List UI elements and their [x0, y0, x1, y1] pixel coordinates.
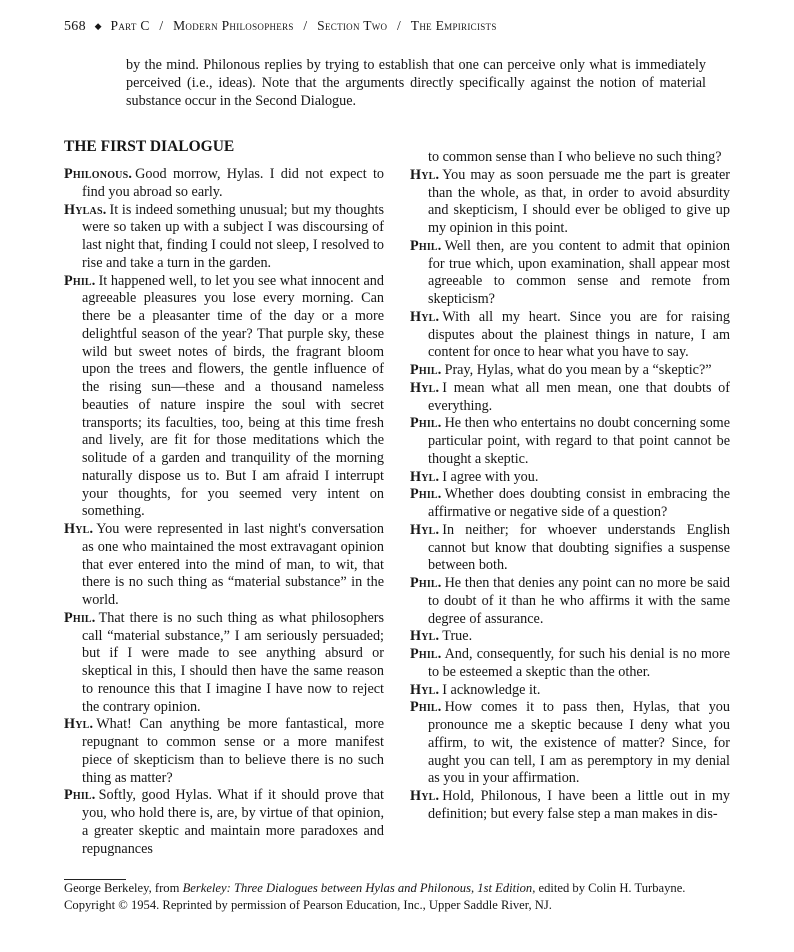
speech	[64, 716, 384, 787]
speaker-label: Philonous.	[64, 166, 133, 182]
book-title: Berkeley: Three Dialogues between Hylas and Philonous, 1st Edition	[182, 881, 533, 895]
speaker-label: Hyl.	[64, 521, 94, 537]
speech-text: Good morrow, Hylas. I did not expect to find you abroad so early.	[82, 166, 384, 200]
speech-text: And, consequently, for such his denial is no more to be esteemed a skeptic than the other.	[428, 646, 730, 680]
speech-text: It is indeed something unusual; but my thoughts were so taken up with a subject I was discoursing of last night that, finding I could not sleep, I resolved to rise and take a turn in the garden.	[82, 201, 384, 271]
speaker-label: Phil.	[64, 272, 96, 289]
speech-text: With all my heart. Since you are for raising disputes about the plainest things in nature, I am content for once to hear what you have to say.	[428, 308, 730, 361]
speech	[410, 415, 730, 468]
speaker-label: Hyl.	[410, 468, 440, 485]
speaker-label: Phil.	[410, 575, 442, 591]
speaker-label: Phil.	[410, 486, 442, 503]
speaker-label: Hyl.	[410, 308, 440, 325]
speaker-label: Phil.	[410, 646, 442, 662]
speech-text: What! Can anything be more fantastical, more repugnant to common sense or a more manifest piece of skepticism than to believe there is no such thing as matter?	[82, 716, 384, 786]
speaker-label: Phil.	[410, 415, 442, 432]
speaker-label: Hyl.	[410, 681, 440, 698]
speaker-label: Hyl.	[410, 788, 440, 804]
speech-text: You may as soon persuade me the part is greater than the whole, as that, in order to avoid absurdity and skepticism, I should ever be obliged to give up my opinion in this point.	[428, 166, 730, 236]
page-number: 568	[64, 19, 86, 34]
speech	[410, 486, 730, 522]
diamond-icon: ◆	[94, 21, 102, 31]
speech-text: Pray, Hylas, what do you mean by a “skeptic?”	[444, 362, 712, 378]
speech	[64, 521, 384, 610]
speaker-label: Hyl.	[410, 379, 440, 396]
running-header	[64, 18, 754, 35]
speaker-label: Phil.	[64, 609, 96, 626]
speech	[64, 610, 384, 717]
right-speech-list	[410, 167, 730, 824]
speech	[64, 273, 384, 522]
intro-paragraph: by the mind. Philonous replies by trying to establish that one can perceive only what is immediately perceived (i.e., ideas). Note that the arguments directly specifically against the notion of material substance occur in the Second Dialogue.	[126, 57, 706, 109]
continued-speech: to common sense than I who believe no such thing?	[428, 149, 722, 165]
speaker-label: Phil.	[410, 237, 442, 254]
speech-text: Hold, Philonous, I have been a little out in my definition; but every false step a man makes in dis-	[428, 788, 730, 822]
header-section-a: Modern Philosophers	[173, 18, 294, 33]
speech-text: I agree with you.	[442, 468, 539, 485]
speaker-label: Hyl.	[410, 166, 440, 183]
speech	[410, 699, 730, 788]
speech-text: I mean what all men mean, one that doubts of everything.	[428, 379, 730, 414]
speech	[410, 469, 730, 487]
header-separator: /	[303, 18, 308, 33]
speech	[410, 167, 730, 238]
speaker-label: Hyl.	[410, 521, 440, 538]
header-separator: /	[159, 18, 164, 33]
speech	[410, 309, 730, 362]
speech-text: Whether does doubting consist in embracing the affirmative or negative side of a question?	[428, 486, 730, 520]
speaker-label: Hylas.	[64, 201, 107, 218]
speaker-label: Hyl.	[410, 628, 440, 645]
speech	[64, 202, 384, 273]
speech	[410, 646, 730, 682]
speaker-label: Phil.	[410, 699, 442, 716]
speech-text: That there is no such thing as what philosophers call “material substance,” I am seriously persuaded; but if I were made to see anything absurd or skeptical in this, I should then have the same reason to renounce this that I imagine I have now to reject the contrary opinion.	[82, 609, 384, 715]
speech-text: It happened well, to let you see what innocent and agreeable pleasures you lose every morning. Can there be a pleasanter time of the day or a more delightful season of the year? That purple sky, these wild but sweet notes of birds, the fragrant bloom upon the trees and flowers, the gentle influence of the rising sun—these and a thousand nameless beauties of nature inspire the soul with secret transports; its faculties, too, being at this time fresh and lively, are fit for those meditations which the solitude of a garden and tranquility of the morning naturally dispose us to. But I am afraid I interrupt your thoughts, for you seemed very intent on something.	[82, 272, 384, 520]
footnote-prefix: George Berkeley, from	[64, 881, 180, 895]
speech-text: True.	[442, 628, 473, 645]
header-separator: /	[397, 18, 402, 33]
speaker-label: Phil.	[410, 362, 442, 378]
speech	[410, 575, 730, 628]
speech-text: He then who entertains no doubt concerning some particular point, with regard to that point cannot be thought a skeptic.	[428, 415, 730, 467]
right-column	[410, 149, 730, 824]
speech-text: In neither; for whoever understands English cannot but know that doubting signifies a suspense between both.	[428, 521, 730, 574]
header-section-b: Section Two	[317, 18, 388, 33]
speech-text: You were represented in last night's conversation as one who maintained the most extravagant opinion that ever entered into the mind of man, to wit, that there is no such thing as “material substance” in the world.	[82, 521, 384, 608]
speech-text: Softly, good Hylas. What if it should prove that you, who hold there is, are, by virtue of that opinion, a greater skeptic and maintain more paradoxes and repugnances	[82, 787, 384, 857]
speech-text: How comes it to pass then, Hylas, that you pronounce me a skeptic because I deny what you affirm, to wit, the existence of matter? Since, for aught you can tell, I am as peremptory in my denial as you in your affirmation.	[428, 699, 730, 787]
speech	[64, 787, 384, 858]
speaker-label: Hyl.	[64, 716, 94, 733]
header-part: Part C	[110, 18, 150, 33]
speech-text: I acknowledge it.	[442, 681, 541, 698]
section-title: THE FIRST DIALOGUE	[64, 138, 235, 155]
footnote	[64, 880, 754, 914]
left-speech-list	[64, 166, 384, 858]
left-column	[64, 137, 384, 858]
speech	[410, 362, 730, 380]
speech	[410, 788, 730, 824]
speech	[410, 238, 730, 309]
speech	[410, 380, 730, 416]
speech-text: Well then, are you content to admit that opinion for true which, upon examination, shall appear most agreeable to common sense and remote from skepticism?	[428, 237, 730, 307]
speech	[410, 628, 730, 646]
speech	[64, 166, 384, 202]
footnote-line-2: Copyright © 1954. Reprinted by permission of Pearson Education, Inc., Upper Saddle River, NJ.	[64, 898, 552, 912]
header-section-c: The Empiricists	[410, 18, 497, 33]
footnote-suffix: , edited by Colin H. Turbayne.	[532, 881, 686, 895]
speech	[410, 522, 730, 575]
speech-text: He then that denies any point can no more be said to doubt of it than he who affirms it with the same degree of assurance.	[428, 575, 730, 627]
footnote-line-1	[64, 880, 754, 897]
speech	[410, 682, 730, 700]
speaker-label: Phil.	[64, 787, 96, 804]
